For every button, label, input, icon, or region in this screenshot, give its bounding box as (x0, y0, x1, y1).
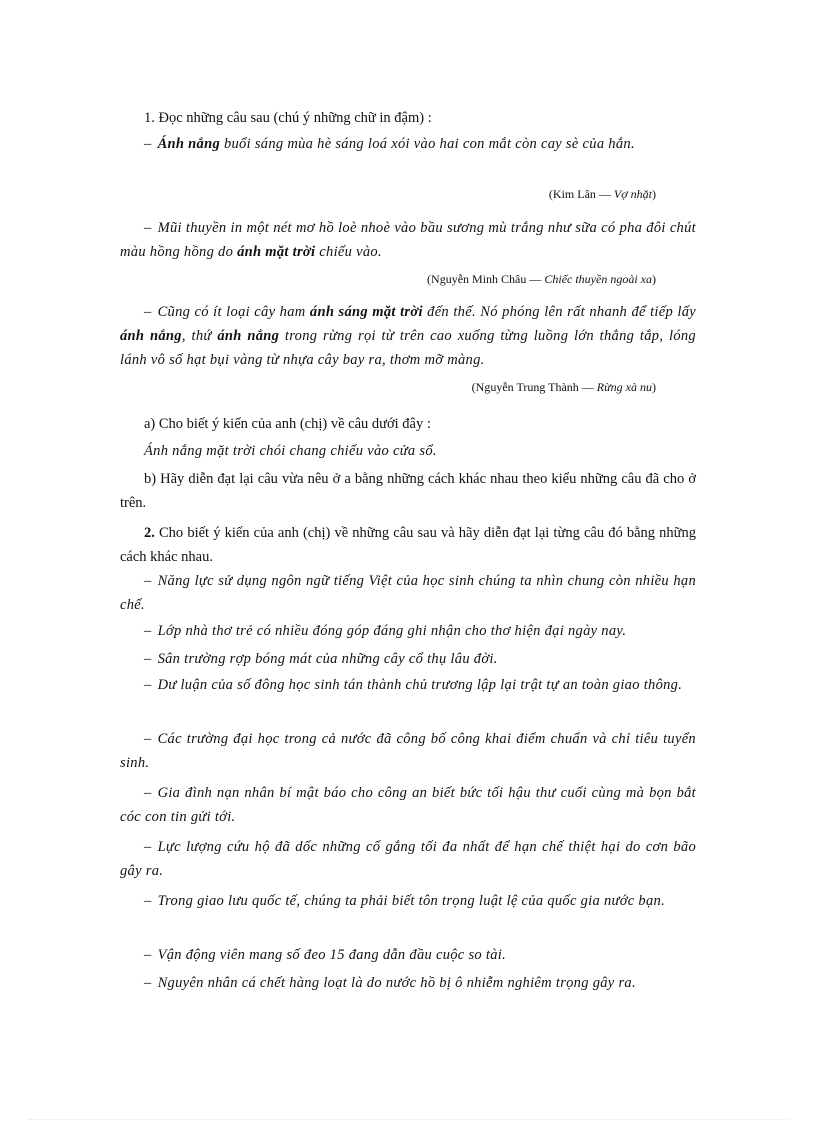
source-end: ) (652, 187, 656, 201)
list-item (120, 727, 696, 775)
dash: – (144, 839, 152, 855)
dash: – (144, 975, 152, 991)
dash: – (144, 573, 152, 589)
quote-text: buổi sáng mùa hè sáng loá xói vào hai con mắt còn cay sè của hắn. (220, 136, 635, 152)
list-item (120, 619, 696, 643)
list-item (120, 971, 696, 995)
source-end: ) (652, 380, 656, 394)
list-item (120, 889, 696, 913)
list-item-text: Trong giao lưu quốc tế, chúng ta phải biết tôn trọng luật lệ của quốc gia nước bạn. (157, 893, 666, 909)
quote-text: Cũng có ít loại cây ham (157, 304, 310, 320)
list-item-text: Sân trường rợp bóng mát của những cây cổ thụ lâu đời. (157, 651, 498, 667)
exercise-1-text: Đọc những câu sau (chú ý những chữ in đậm) : (158, 110, 432, 126)
dash: – (144, 136, 152, 152)
list-item (120, 781, 696, 829)
list-item-text: Lực lượng cứu hộ đã dốc những cố gắng tối đa nhất để hạn chế thiệt hại do cơn bão gây ra. (120, 839, 696, 879)
dash: – (144, 304, 152, 320)
list-item (120, 673, 696, 697)
list-item-text: Nguyên nhân cá chết hàng loạt là do nước hồ bị ô nhiễm nghiêm trọng gây ra. (157, 975, 636, 991)
bold-phrase: Ánh nắng (157, 136, 221, 152)
exercise-2-text: Cho biết ý kiến của anh (chị) về những câu sau và hãy diễn đạt lại từng câu đó bằng những cách khác nhau. (120, 525, 697, 565)
list-item-text: Năng lực sử dụng ngôn ngữ tiếng Việt của học sinh chúng ta nhìn chung còn nhiều hạn chế. (120, 573, 696, 613)
source-work: Vợ nhặt (613, 187, 652, 201)
quote-text: chiếu vào. (315, 244, 382, 260)
list-item (120, 647, 696, 671)
quote-text: , thứ (181, 328, 218, 344)
dash: – (144, 785, 152, 801)
list-item-text: Các trường đại học trong cả nước đã công bố công khai điểm chuẩn và chỉ tiêu tuyển sinh. (120, 731, 696, 771)
source-2 (427, 271, 656, 287)
part-a: a) Cho biết ý kiến của anh (chị) về câu dưới đây : (144, 416, 431, 432)
exercise-2-instruction (120, 521, 696, 569)
source-end: ) (652, 272, 656, 286)
exercise-1-number: 1. (144, 110, 155, 126)
exercise-2-number: 2. (144, 525, 155, 541)
dash: – (144, 731, 152, 747)
bold-phrase: ánh sáng mặt trời (309, 304, 423, 320)
exercise-1-instruction (120, 106, 696, 130)
list-item (120, 835, 696, 883)
source-3 (472, 379, 656, 395)
bold-phrase: ánh mặt trời (237, 244, 316, 260)
quote-text: trong rừng rọi từ trên cao xuống từng luồng lớn thẳng tắp, lóng lánh vô số hạt bụi vàng từ nhựa cây bay ra, thơm mỡ màng. (120, 328, 696, 368)
source-author: (Nguyễn Minh Châu — (427, 272, 545, 286)
list-item-text: Dư luận của số đông học sinh tán thành chủ trương lập lại trật tự an toàn giao thông. (157, 677, 683, 693)
list-item (120, 569, 696, 617)
bold-phrase: ánh nắng (217, 328, 280, 344)
quote-2 (120, 216, 696, 264)
page-bottom-divider (28, 1119, 788, 1120)
dash: – (144, 677, 152, 693)
dash: – (144, 651, 152, 667)
quote-text: Mũi thuyền in một nét mơ hồ loè nhoè vào bầu sương mù trắng như sữa có pha đôi chút màu hồng hồng do (120, 220, 696, 260)
list-item-text: Lớp nhà thơ trẻ có nhiều đóng góp đáng ghi nhận cho thơ hiện đại ngày nay. (157, 623, 627, 639)
dash: – (144, 623, 152, 639)
dash: – (144, 893, 152, 909)
dash: – (144, 220, 152, 236)
list-item (120, 943, 696, 967)
part-b: b) Hãy diễn đạt lại câu vừa nêu ở a bằng những cách khác nhau theo kiểu những câu đã cho ở trên. (120, 471, 696, 511)
list-item-text: Gia đình nạn nhân bí mật báo cho công an biết bức tối hậu thư cuối cùng mà bọn bắt cóc con tin gửi tới. (120, 785, 696, 825)
quote-3 (120, 300, 696, 372)
source-author: (Kim Lân — (548, 187, 614, 201)
source-author: (Nguyễn Trung Thành — (471, 380, 597, 394)
dash: – (144, 947, 152, 963)
source-work: Rừng xà nu (596, 380, 652, 394)
source-work: Chiếc thuyền ngoài xa (544, 272, 652, 286)
source-1 (549, 186, 656, 202)
part-a-sentence: Ánh nắng mặt trời chói chang chiếu vào cửa sổ. (144, 443, 437, 459)
list-item-text: Vận động viên mang số đeo 15 đang dẫn đầu cuộc so tài. (157, 947, 507, 963)
quote-1 (120, 132, 696, 156)
quote-text: đến thế. Nó phóng lên rất nhanh để tiếp lấy (422, 304, 696, 320)
bold-phrase: ánh nắng (120, 328, 182, 344)
